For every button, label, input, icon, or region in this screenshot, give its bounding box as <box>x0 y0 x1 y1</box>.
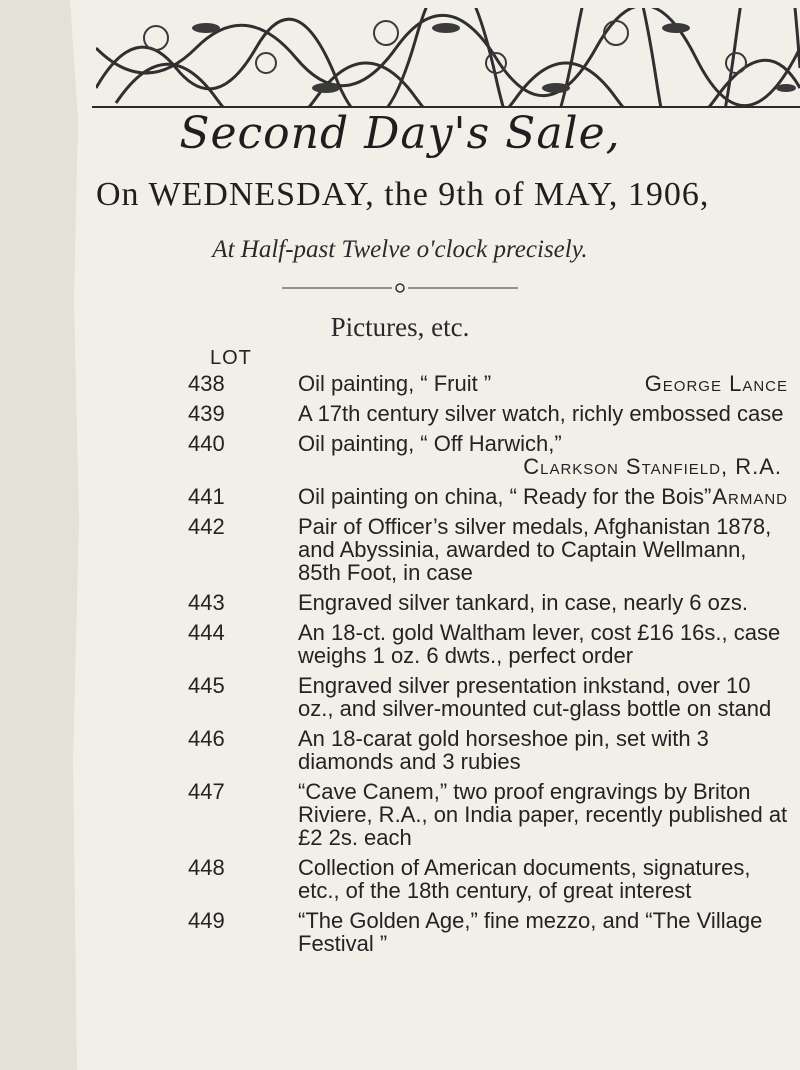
lot-description: An 18-carat gold horseshoe pin, set with 3 diamonds and 3 rubies <box>298 726 709 774</box>
lot-list <box>0 372 800 962</box>
lot-number: 445 <box>188 673 225 698</box>
ornamental-border <box>96 8 800 108</box>
lot-artist: Clarkson Stanfield, R.A. <box>523 454 782 479</box>
lot-entry <box>0 856 800 902</box>
lot-number: 443 <box>188 590 225 615</box>
lot-description: Oil painting, “ Fruit ” <box>298 371 492 396</box>
lot-number: 447 <box>188 779 225 804</box>
lot-number: 444 <box>188 620 225 645</box>
section-heading: Pictures, etc. <box>330 312 470 342</box>
lot-description: Engraved silver tankard, in case, nearly 6 ozs. <box>298 590 749 615</box>
lot-entry <box>0 674 800 720</box>
lot-artist: George Lance <box>644 371 788 396</box>
lot-number: 439 <box>188 401 225 426</box>
lot-artist: Armand <box>712 484 788 509</box>
lot-entry <box>0 485 800 508</box>
lot-entry <box>0 909 800 955</box>
lot-description: An 18-ct. gold Waltham lever, cost £16 16s., case weighs 1 oz. 6 dwts., perfect order <box>298 620 781 668</box>
lot-entry <box>0 621 800 667</box>
lot-entry <box>0 727 800 773</box>
lot-entry <box>0 432 800 478</box>
lot-description: Oil painting, “ Off Harwich,” <box>298 431 562 456</box>
lot-description: “The Golden Age,” fine mezzo, and “The Village Festival ” <box>298 908 763 956</box>
lot-description: Pair of Officer’s silver medals, Afghanistan 1878, and Abyssinia, awarded to Captain Wellmann, 85th Foot, in case <box>298 514 772 585</box>
lot-number: 438 <box>188 371 225 396</box>
lot-entry <box>0 515 800 584</box>
lot-number: 449 <box>188 908 225 933</box>
lot-description-wrap <box>284 372 788 395</box>
sale-date: On WEDNESDAY, the 9th of MAY, 1906, <box>96 176 710 213</box>
lot-number: 441 <box>188 484 225 509</box>
lot-description: Oil painting on china, “ Ready for the Bois” <box>298 484 712 509</box>
lot-description-wrap <box>284 432 788 478</box>
lot-entry <box>0 591 800 614</box>
lot-description: “Cave Canem,” two proof engravings by Briton Riviere, R.A., on India paper, recently published at £2 2s. each <box>298 779 788 850</box>
lot-number: 442 <box>188 514 225 539</box>
lot-description: Collection of American documents, signatures, etc., of the 18th century, of great interest <box>298 855 751 903</box>
lot-entry <box>0 372 800 395</box>
section-divider <box>0 281 800 295</box>
lot-description-wrap <box>284 485 788 508</box>
lot-number: 448 <box>188 855 225 880</box>
lot-entry <box>0 402 800 425</box>
sale-title: Second Day's Sale, <box>179 108 621 159</box>
lot-number: 446 <box>188 726 225 751</box>
sale-time: At Half-past Twelve o'clock precisely. <box>212 236 588 263</box>
lot-description: A 17th century silver watch, richly embossed case <box>298 401 784 426</box>
lot-description: Engraved silver presentation inkstand, over 10 oz., and silver-mounted cut-glass bottle on stand <box>298 673 772 721</box>
lot-entry <box>0 780 800 849</box>
lot-column-heading: LOT <box>210 347 252 369</box>
lot-number: 440 <box>188 431 225 456</box>
